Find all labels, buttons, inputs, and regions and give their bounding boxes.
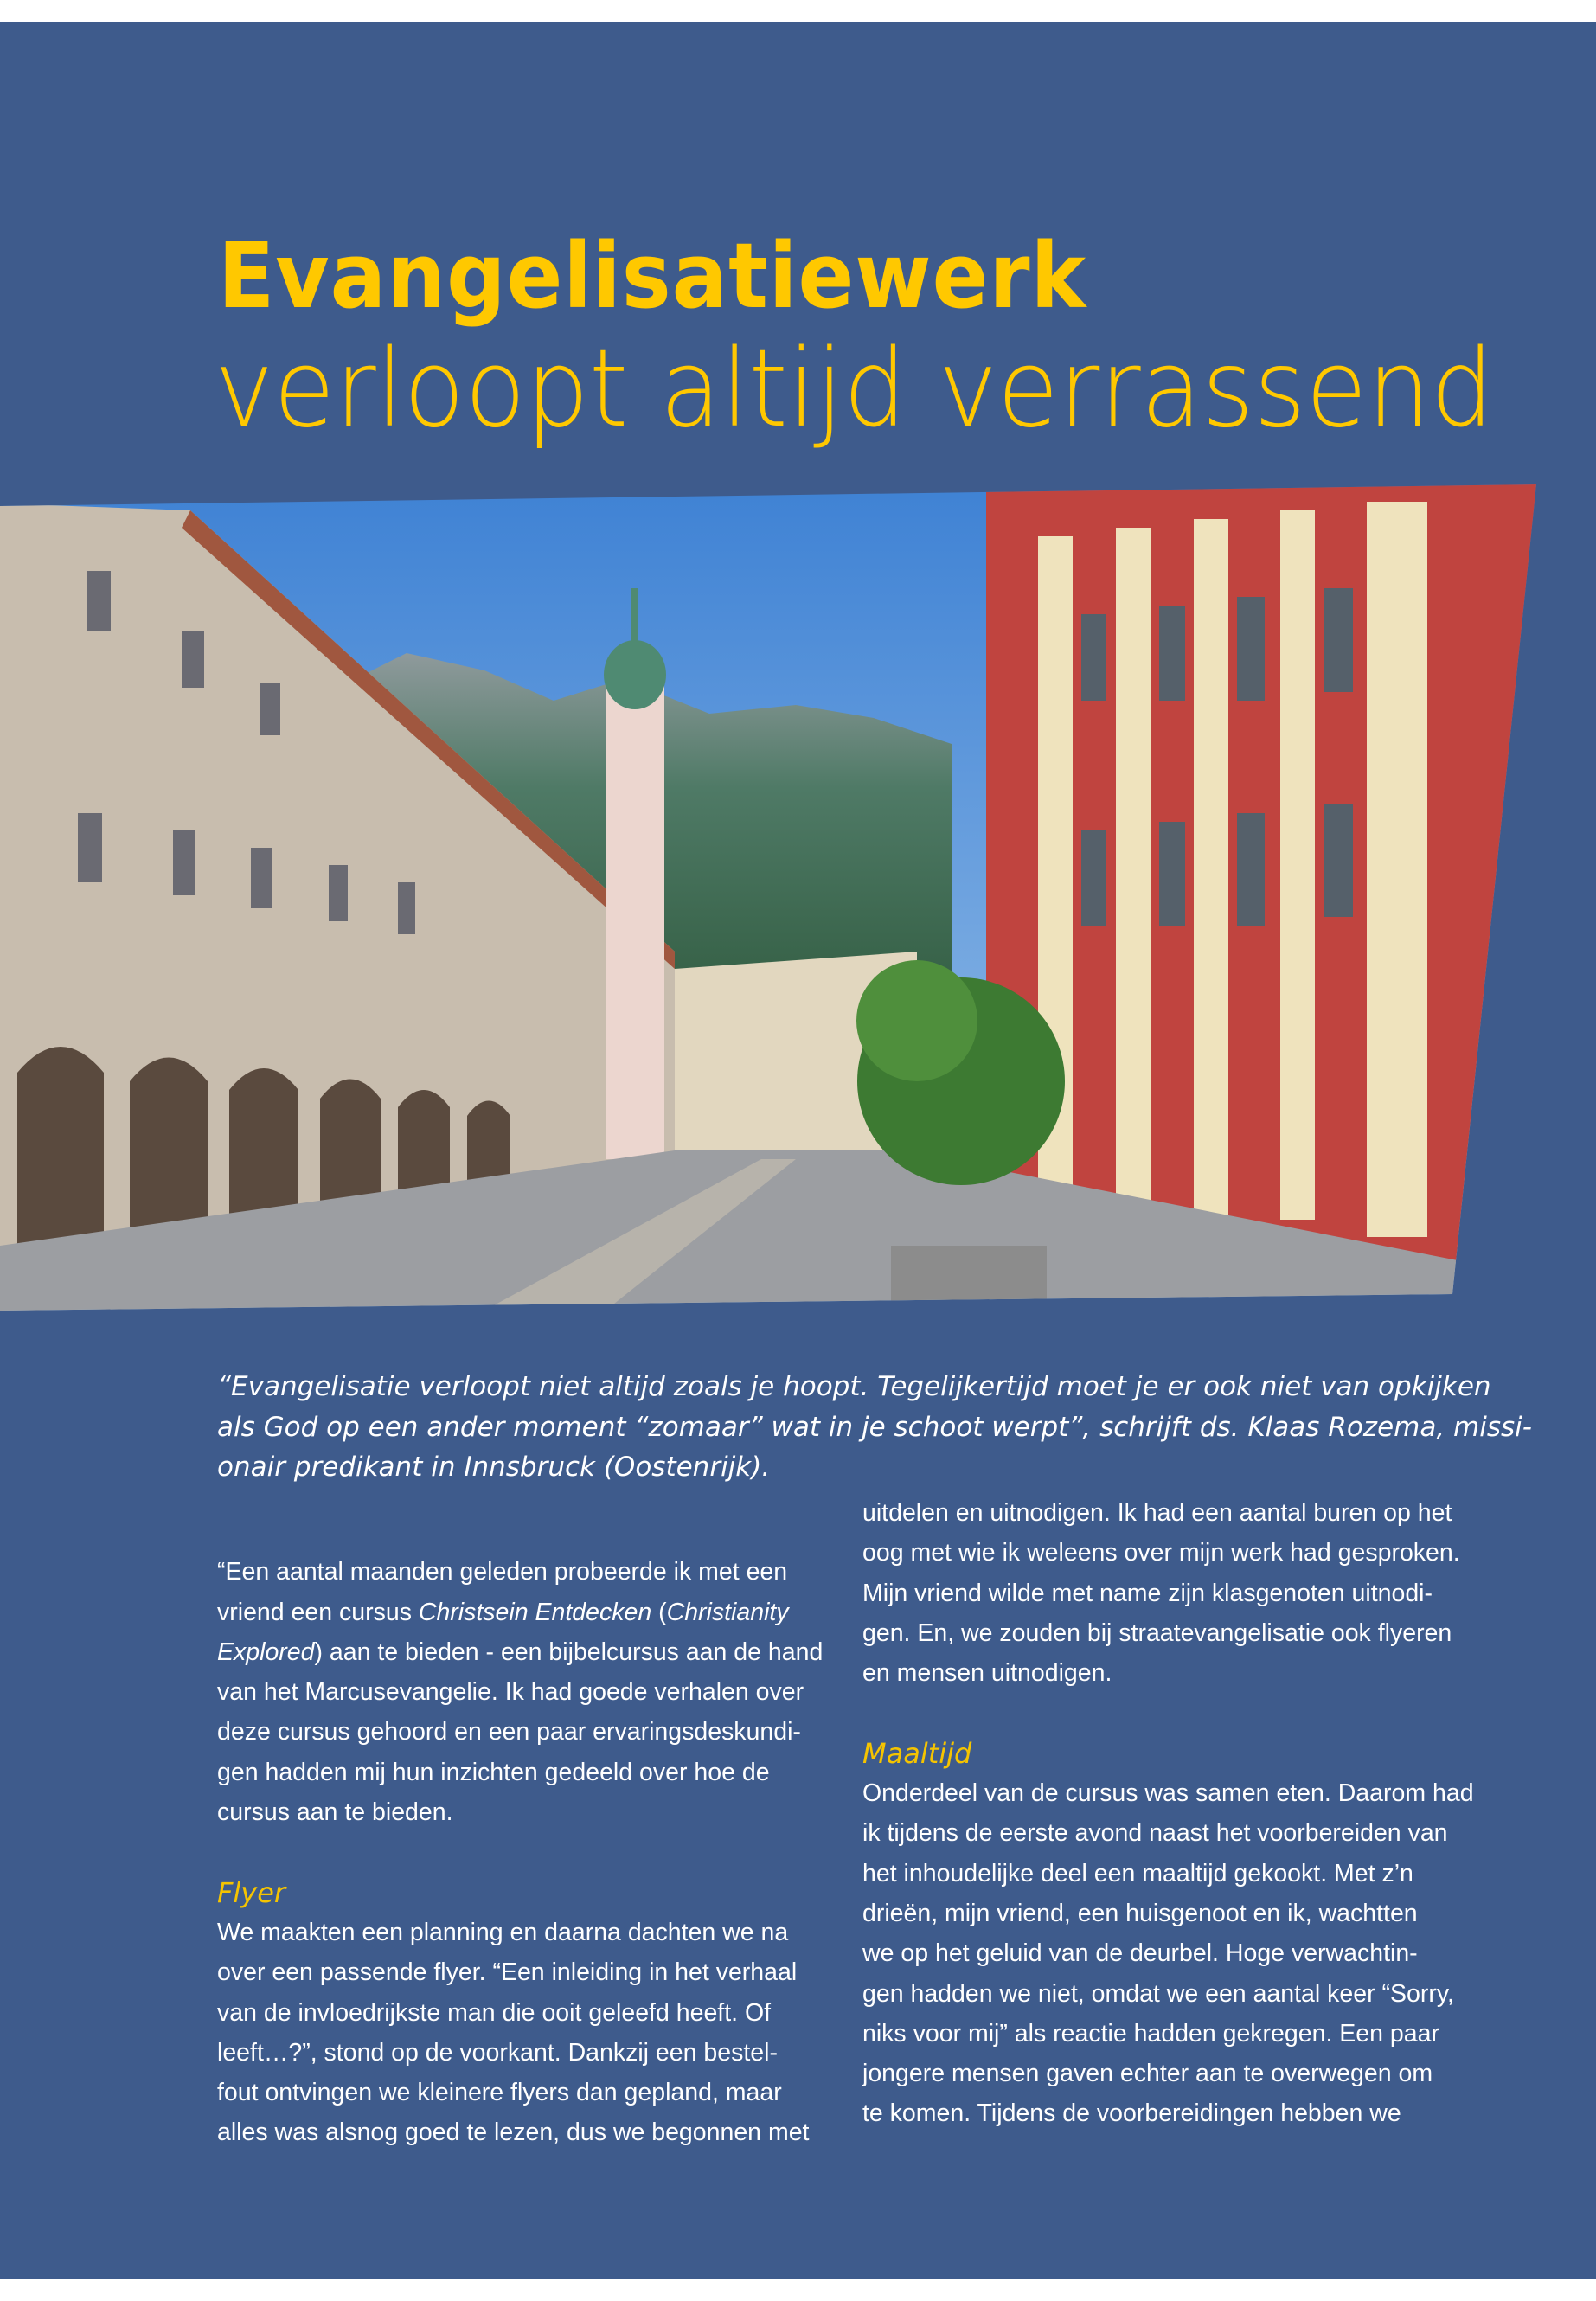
text-segment: het inhoudelijke deel een maaltijd gekookt. Met z’n [862, 1859, 1413, 1888]
section-heading [862, 1734, 1474, 1773]
text-segment: over een passende flyer. “Een inleiding in het verhaal [217, 1958, 798, 1987]
article-subtitle: verloopt altijd verrassend [215, 327, 1494, 452]
text-segment: te komen. Tijdens de voorbereidingen hebben we [862, 2099, 1401, 2128]
body-line [217, 2112, 823, 2152]
body-line [862, 1773, 1474, 1813]
paragraph-gap [217, 1832, 823, 1872]
body-line [862, 1813, 1474, 1853]
paragraph-gap [217, 1512, 823, 1552]
text-segment: gen. En, we zouden bij straatevangelisatie ook flyeren [862, 1618, 1452, 1647]
section-heading [217, 1873, 823, 1913]
quote-line: “Evangelisatie verloopt niet altijd zoals je hoopt. Tegelijkertijd moet je er ook niet van opkijken [217, 1371, 1491, 1402]
body-line [862, 1574, 1474, 1613]
text-segment: ik tijdens de eerste avond naast het voorbereiden van [862, 1819, 1448, 1848]
body-line [862, 2054, 1474, 2093]
body-line [862, 1493, 1474, 1533]
text-segment: Mijn vriend wilde met name zijn klasgenoten uitnodi- [862, 1579, 1433, 1607]
body-line [862, 1533, 1474, 1573]
text-segment: en mensen uitnodigen. [862, 1659, 1112, 1688]
text-segment: We maakten een planning en daarna dachten we na [217, 1918, 789, 1946]
body-line [217, 1712, 823, 1752]
body-line [217, 2073, 823, 2112]
body-column-right [862, 1493, 1474, 2134]
street-photo [0, 484, 1536, 1311]
body-line [217, 1672, 823, 1712]
body-line [217, 1593, 823, 1632]
quote-line: als God op een ander moment “zomaar” wat in je schoot werpt”, schrijft ds. Klaas Rozema, missi- [217, 1411, 1532, 1443]
body-line [862, 1933, 1474, 1973]
italic-title-text: Explored [217, 1638, 315, 1666]
text-segment: Maaltijd [862, 1736, 972, 1770]
body-line [862, 2014, 1474, 2054]
text-segment: alles was alsnog goed te lezen, dus we begonnen met [217, 2118, 810, 2147]
text-segment: leeft…?”, stond op de voorkant. Dankzij een bestel- [217, 2038, 778, 2067]
text-segment: cursus aan te bieden. [217, 1798, 453, 1827]
text-segment: van de invloedrijkste man die ooit geleefd heeft. Of [217, 1998, 772, 2027]
quote-line: onair predikant in Innsbruck (Oostenrijk). [217, 1452, 771, 1483]
text-segment: oog met wie ik weleens over mijn werk had gesproken. [862, 1539, 1460, 1567]
body-line [217, 1913, 823, 1952]
text-segment: gen hadden we niet, omdat we een aantal keer “Sorry, [862, 1979, 1454, 2008]
body-line [862, 1894, 1474, 1933]
body-line [217, 1632, 823, 1672]
body-line [217, 1952, 823, 1992]
text-segment: drieën, mijn vriend, een huisgenoot en ik, wachtten [862, 1899, 1418, 1927]
text-segment: gen hadden mij hun inzichten gedeeld over hoe de [217, 1758, 770, 1786]
text-segment: Onderdeel van de cursus was samen eten. Daarom had [862, 1779, 1474, 1808]
body-line [862, 2093, 1474, 2133]
text-segment: niks voor mij” als reactie hadden gekregen. Een paar [862, 2019, 1439, 2048]
text-segment: ) aan te bieden - een bijbelcursus aan de hand [314, 1638, 824, 1666]
text-segment: fout ontvingen we kleinere flyers dan gepland, maar [217, 2079, 782, 2107]
body-line [217, 1753, 823, 1792]
body-line [862, 1854, 1474, 1894]
paragraph-gap [862, 1693, 1474, 1733]
body-line [862, 1974, 1474, 2014]
church-tower [606, 675, 664, 1159]
body-line [862, 1653, 1474, 1693]
article-title: Evangelisatiewerk [218, 223, 1087, 329]
text-segment: “Een aantal maanden geleden probeerde ik met een [217, 1558, 788, 1586]
body-line [217, 1552, 823, 1592]
text-segment: we op het geluid van de deurbel. Hoge verwachtin- [862, 1939, 1418, 1968]
text-segment: Flyer [217, 1875, 286, 1909]
text-segment: van het Marcusevangelie. Ik had goede verhalen over [217, 1678, 804, 1707]
text-segment: uitdelen en uitnodigen. Ik had een aantal buren op het [862, 1499, 1452, 1527]
body-column-left [217, 1512, 823, 2153]
intro-quote [217, 1367, 1532, 1488]
body-line [217, 1792, 823, 1832]
text-segment: jongere mensen gaven echter aan te overwegen om [862, 2060, 1433, 2088]
italic-title-text: Christianity [666, 1598, 789, 1626]
text-segment: vriend een cursus [217, 1598, 419, 1626]
body-line [217, 1993, 823, 2033]
body-line [217, 2033, 823, 2073]
text-segment: ( [651, 1598, 667, 1626]
italic-title-text: Christsein Entdecken [418, 1598, 652, 1626]
text-segment: deze cursus gehoord en een paar ervaringsdeskundi- [217, 1718, 801, 1747]
body-line [862, 1613, 1474, 1653]
